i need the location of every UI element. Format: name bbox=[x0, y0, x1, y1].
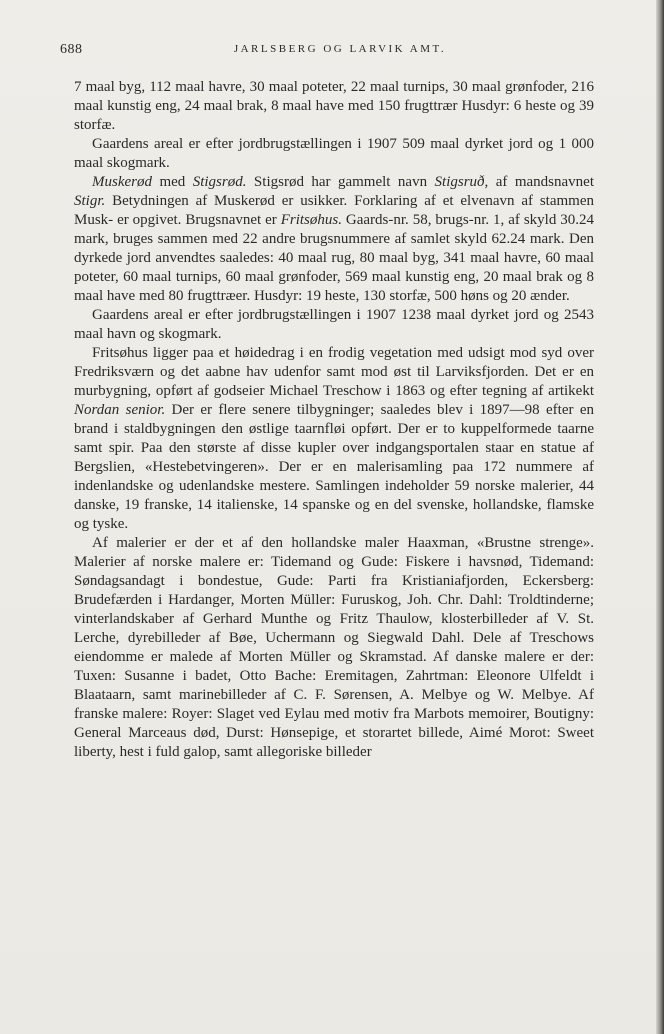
farm-name: Muskerød bbox=[92, 174, 152, 190]
page-header bbox=[60, 42, 620, 62]
paragraph-3 bbox=[74, 173, 594, 306]
architect-name: Nordan senior. bbox=[74, 402, 166, 418]
paragraph-3-text-b: Stigsrød har gammelt navn bbox=[246, 174, 435, 190]
page-number: 688 bbox=[60, 42, 83, 57]
paragraph-3-text-e: Gaards-nr. 58, brugs-nr. 1, af skyld 30.24 mark, bruges sammen med 22 andre brugsnummere af samlet skyld 62.24 mark. Den dyrkede jord anvendtes saaledes: 40 maal rug, 80 maal byg, 341 maal havre, 60 maal poteter, 60 maal turnips, 60 maal grønfoder, 569 maal kunstig eng, 20 maal brak og 8 maal have med 80 frugttræer. Husdyr: 19 heste, 130 storfæ, 500 høns og 20 ænder. bbox=[74, 212, 594, 304]
farm-name-2: Stigsrød. bbox=[192, 174, 247, 190]
paragraph-3-text-a: med bbox=[152, 174, 193, 190]
use-name: Fritsøhus. bbox=[280, 212, 342, 228]
paragraph-6: Af malerier er der et af den hollandske maler Haaxman, «Brustne strenge». Malerier af norske malere er: Tidemand og Gude: Fiskere i havsnød, Tidemand: Søndagsandagt i bondestue, Gude: Parti fra Kristianiafjorden, Eckersberg: Brudefærden i Hardanger, Morten Müller: Furuskog, Joh. Chr. Dahl: Troldtinderne; vinterlandskaber af Gerhard Munthe og Fritz Thaulow, klosterbilleder af V. St. Lerche, dyrebilleder af Bøe, Uchermann og Siegwald Dahl. Dele af Treschows eiendomme er malede af Morten Müller og Skramstad. Af danske malere er der: Tuxen: Susanne i badet, Otto Bache: Eremitagen, Zahrtman: Eleonore Ulfeldt i Blaataarn, samt marinebilleder af C. F. Sørensen, A. Melbye og W. Melbye. Af franske malere: Royer: Slaget ved Eylau med motiv fra Marbots memoirer, Boutigny: General Marceaus død, Durst: Hønsepige, et storartet billede, Aimé Morot: Sweet liberty, hest i fuld galop, samt allegoriske billeder bbox=[74, 535, 594, 760]
paragraph-3-text-d: Betydningen af Muskerød er usikker. Forklaring af et elvenavn af stammen Musk- er opgivet. Brugsnavnet er bbox=[74, 193, 594, 228]
paragraph-5 bbox=[74, 344, 594, 534]
personal-name: Stigr. bbox=[74, 193, 106, 209]
paragraph-1: 7 maal byg, 112 maal havre, 30 maal poteter, 22 maal turnips, 30 maal grønfoder, 216 maal kunstig eng, 24 maal brak, 8 maal have med 150 frugttrær Husdyr: 6 heste og 39 storfæ. bbox=[74, 79, 594, 133]
paragraph-5-text-b: Der er flere senere tilbygninger; saaledes blev i 1897—98 efter en brand i staldbygningen den østlige taarnfløi opført. Der er to kuppelformede taarne samt spir. Paa den største af disse kupler over indgangsportalen staar en statue af Bergslien, «Hestebetvingeren». Der er en malerisamling paa 172 nummere af indenlandske og udenlandske mestere. Samlingen indeholder 59 norske malerier, 44 danske, 19 franske, 14 italienske, 14 spanske og en del svenske, hollandske, flamske og tyske. bbox=[74, 402, 594, 532]
old-name: Stigsruð, bbox=[434, 174, 489, 190]
body-text bbox=[74, 78, 594, 762]
running-head: JARLSBERG OG LARVIK AMT. bbox=[233, 43, 447, 55]
paragraph-5-text-a: Fritsøhus ligger paa et høidedrag i en frodig vegetation med udsigt mod syd over Fredriksværn og det aabne hav udenfor samt mod øst til Larviksfjorden. Det er en murbygning, opført af godseier Michael Treschow i 1863 og efter tegning af artikekt bbox=[74, 345, 594, 399]
paragraph-4: Gaardens areal er efter jordbrugstællingen i 1907 1238 maal dyrket jord og 2543 maal havn og skogmark. bbox=[74, 307, 594, 342]
paragraph-3-text-c: af mandsnavnet bbox=[488, 174, 594, 190]
page-edge bbox=[656, 0, 664, 1034]
paragraph-2: Gaardens areal er efter jordbrugstællingen i 1907 509 maal dyrket jord og 1 000 maal skogmark. bbox=[74, 136, 594, 171]
